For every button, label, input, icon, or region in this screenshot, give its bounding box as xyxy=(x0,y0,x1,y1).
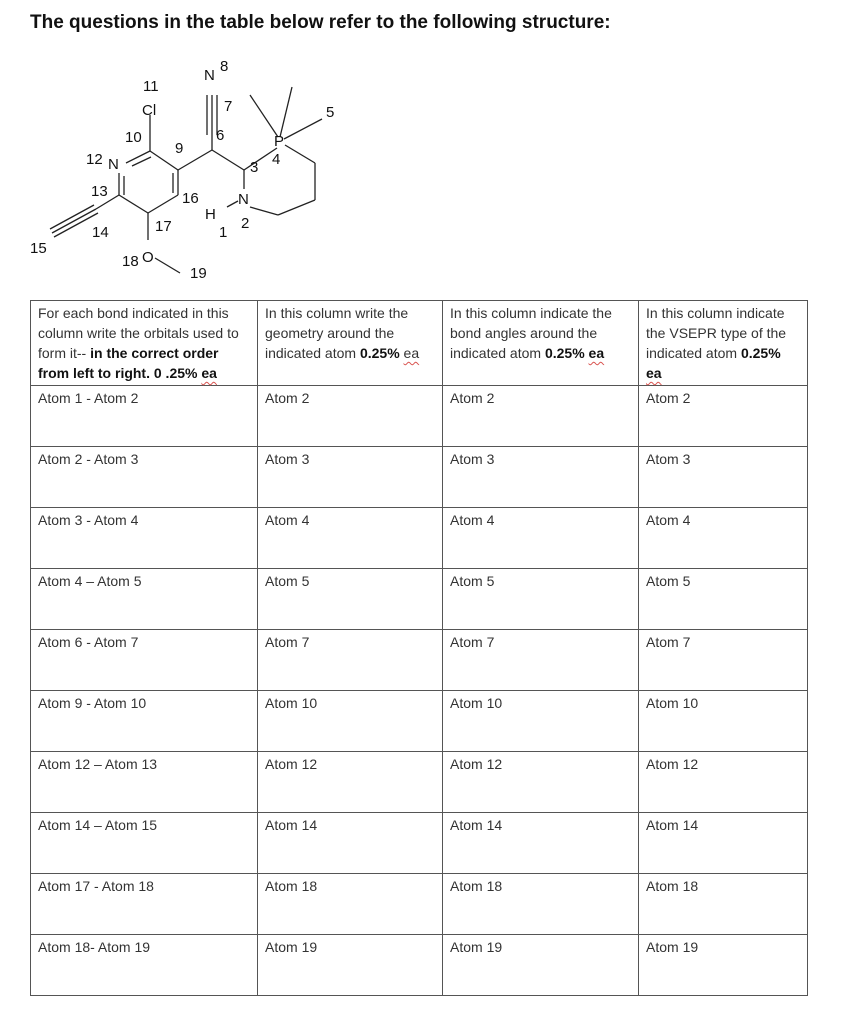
question-table xyxy=(30,300,808,996)
header-vsepr-type: In this column indicate the VSEPR type of the indicated atom 0.25% ea xyxy=(639,301,808,386)
hydrogen-symbol: H xyxy=(205,206,216,223)
phosphorus-symbol: P xyxy=(274,133,285,150)
ring-nitrogen-symbol: N xyxy=(238,191,249,208)
chlorine-symbol: Cl xyxy=(142,102,157,119)
table-row xyxy=(31,813,808,874)
table-row xyxy=(31,752,808,813)
bond-cell[interactable]: Atom 12 – Atom 13 xyxy=(31,752,258,813)
atom-number-label: 13 xyxy=(91,183,108,200)
atom-number-label: 17 xyxy=(155,218,172,235)
vsepr-cell[interactable]: Atom 12 xyxy=(639,752,808,813)
angle-cell[interactable]: Atom 5 xyxy=(443,569,639,630)
atom-number-label: 19 xyxy=(190,265,207,282)
atom-number-label: 12 xyxy=(86,151,103,168)
table-row xyxy=(31,447,808,508)
angle-cell[interactable]: Atom 2 xyxy=(443,386,639,447)
atom-number-label: 18 xyxy=(122,253,139,270)
bond-cell[interactable]: Atom 17 - Atom 18 xyxy=(31,874,258,935)
bond-cell[interactable]: Atom 14 – Atom 15 xyxy=(31,813,258,874)
geometry-cell[interactable]: Atom 5 xyxy=(258,569,443,630)
angle-cell[interactable]: Atom 18 xyxy=(443,874,639,935)
atom-number-label: 4 xyxy=(272,151,281,168)
vsepr-cell[interactable]: Atom 19 xyxy=(639,935,808,996)
header-orbitals: For each bond indicated in this column write the orbitals used to form it-- in the correct order from left to right. 0 .25% ea xyxy=(31,301,258,386)
pyridine-nitrogen-symbol: N xyxy=(108,156,119,173)
geometry-cell[interactable]: Atom 7 xyxy=(258,630,443,691)
atom-number-label: 8 xyxy=(220,58,229,75)
table-row xyxy=(31,630,808,691)
atom-number-label: 5 xyxy=(326,104,335,121)
chemical-structure xyxy=(0,45,360,290)
atom-number-label: 7 xyxy=(224,98,233,115)
geometry-cell[interactable]: Atom 10 xyxy=(258,691,443,752)
atom-number-label: 6 xyxy=(216,127,225,144)
oxygen-symbol: O xyxy=(142,249,154,266)
vsepr-cell[interactable]: Atom 7 xyxy=(639,630,808,691)
table-row xyxy=(31,508,808,569)
geometry-cell[interactable]: Atom 14 xyxy=(258,813,443,874)
bond-lines xyxy=(50,87,322,273)
vsepr-cell[interactable]: Atom 5 xyxy=(639,569,808,630)
table-row xyxy=(31,386,808,447)
table-row xyxy=(31,691,808,752)
vsepr-cell[interactable]: Atom 2 xyxy=(639,386,808,447)
vsepr-cell[interactable]: Atom 10 xyxy=(639,691,808,752)
bond-cell[interactable]: Atom 1 - Atom 2 xyxy=(31,386,258,447)
vsepr-cell[interactable]: Atom 3 xyxy=(639,447,808,508)
angle-cell[interactable]: Atom 3 xyxy=(443,447,639,508)
geometry-cell[interactable]: Atom 3 xyxy=(258,447,443,508)
angle-cell[interactable]: Atom 7 xyxy=(443,630,639,691)
atom-number-label: 15 xyxy=(30,240,47,257)
table-row xyxy=(31,874,808,935)
atom-number-label: 11 xyxy=(143,78,159,95)
bond-cell[interactable]: Atom 18- Atom 19 xyxy=(31,935,258,996)
geometry-cell[interactable]: Atom 19 xyxy=(258,935,443,996)
geometry-cell[interactable]: Atom 4 xyxy=(258,508,443,569)
table-row xyxy=(31,935,808,996)
bond-cell[interactable]: Atom 9 - Atom 10 xyxy=(31,691,258,752)
angle-cell[interactable]: Atom 4 xyxy=(443,508,639,569)
atom-number-label: 14 xyxy=(92,224,109,241)
geometry-cell[interactable]: Atom 12 xyxy=(258,752,443,813)
atom-numbers xyxy=(30,58,334,282)
page-title: The questions in the table below refer to the following structure: xyxy=(30,12,611,33)
header-bond-angles: In this column indicate the bond angles around the indicated atom 0.25% ea xyxy=(443,301,639,386)
bond-cell[interactable]: Atom 3 - Atom 4 xyxy=(31,508,258,569)
atom-number-label: 2 xyxy=(241,215,250,232)
bond-cell[interactable]: Atom 6 - Atom 7 xyxy=(31,630,258,691)
vsepr-cell[interactable]: Atom 4 xyxy=(639,508,808,569)
atom-number-label: 1 xyxy=(219,224,228,241)
geometry-cell[interactable]: Atom 2 xyxy=(258,386,443,447)
bond-cell[interactable]: Atom 4 – Atom 5 xyxy=(31,569,258,630)
bond-cell[interactable]: Atom 2 - Atom 3 xyxy=(31,447,258,508)
geometry-cell[interactable]: Atom 18 xyxy=(258,874,443,935)
table-row xyxy=(31,569,808,630)
vsepr-cell[interactable]: Atom 18 xyxy=(639,874,808,935)
atom-number-label: 9 xyxy=(175,140,184,157)
vsepr-cell[interactable]: Atom 14 xyxy=(639,813,808,874)
angle-cell[interactable]: Atom 10 xyxy=(443,691,639,752)
angle-cell[interactable]: Atom 12 xyxy=(443,752,639,813)
angle-cell[interactable]: Atom 14 xyxy=(443,813,639,874)
atom-number-label: 3 xyxy=(250,159,259,176)
atom-number-label: 16 xyxy=(182,190,199,207)
table-header-row xyxy=(31,301,808,386)
header-geometry: In this column write the geometry around the indicated atom 0.25% ea xyxy=(258,301,443,386)
angle-cell[interactable]: Atom 19 xyxy=(443,935,639,996)
atom-number-label: 10 xyxy=(125,129,142,146)
nitrogen-8-symbol: N xyxy=(204,67,215,84)
